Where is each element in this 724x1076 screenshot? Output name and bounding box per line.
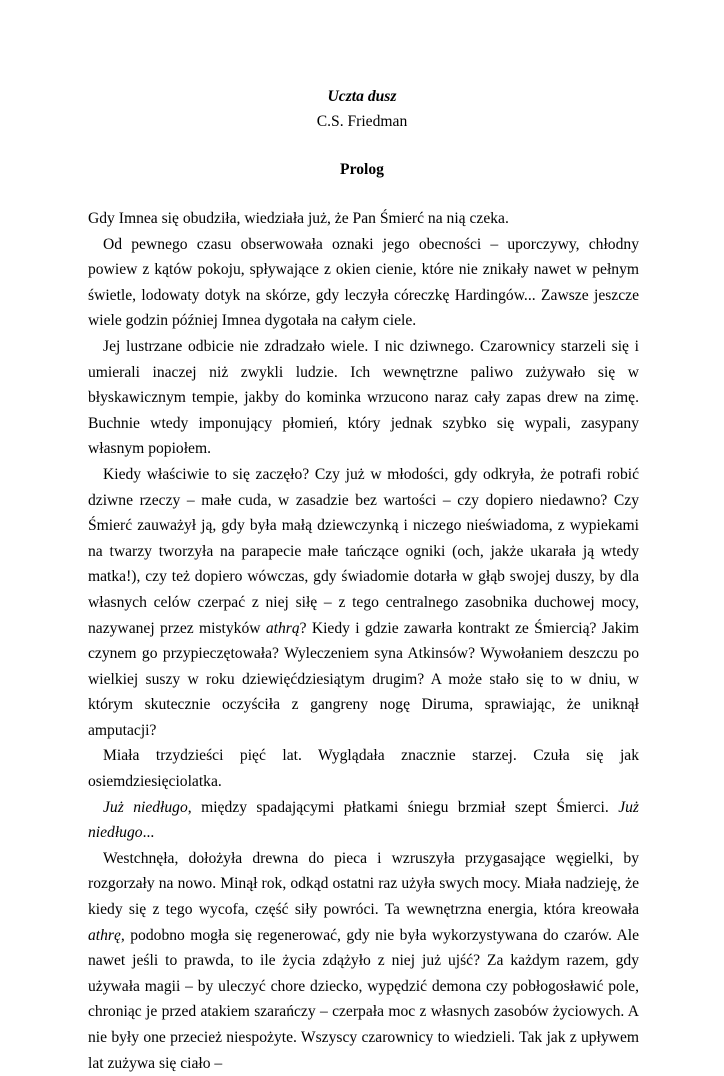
paragraph (88, 206, 639, 232)
text-run: Kiedy właściwie to się zaczęło? Czy już w młodości, gdy odkryła, że potrafi robić dziwne rzeczy – małe cuda, w zasadzie bez wartości – czy dopiero niedawno? Czy Śmierć zauważył ją, gdy była małą dziewczynką i niczego nieświadoma, z wypiekami na twarzy tworzyła na parapecie małe tańczące ogniki (och, jakże ukarała ją wtedy matka!), czy też dopiero wówczas, gdy świadomie dotarła w głąb swojej duszy, by dla własnych celów czerpać z niej siłę – z tego centralnego zasobnika duchowej mocy, nazywanej przez mistyków (88, 465, 639, 637)
text-run: Miała trzydzieści pięć lat. Wyglądała znacznie starzej. Czuła się jak osiemdziesięciolatka. (88, 747, 639, 791)
paragraph (88, 232, 639, 334)
italic-phrase: Już niedługo (103, 798, 188, 816)
body-text (88, 206, 639, 1076)
section-heading: Prolog (340, 161, 384, 178)
paragraph (88, 795, 639, 846)
book-title: Uczta dusz (327, 88, 397, 105)
text-run: ? Kiedy i gdzie zawarła kontrakt ze Śmiercią? Jakim czynem go przypieczętowała? Wyleczeniem syna Atkinsów? Wywołaniem deszczu po wielkiej suszy w roku dziewięćdziesiątym drugim? A może stało się to w dniu, w którym skutecznie oczyściła z gangreny nogę Diruma, sprawiając, że uniknął amputacji? (88, 619, 639, 739)
italic-term: athrę, (88, 926, 125, 944)
paragraph (88, 334, 639, 462)
text-run: Od pewnego czasu obserwowała oznaki jego obecności – uporczywy, chłodny powiew z kątów pokoju, spływające z okien cienie, które nie znikały nawet w pełnym świetle, lodowaty dotyk na skórze, gdy leczyła córeczkę Hardingów... Zawsze jeszcze wiele godzin później Imnea dygotała na całym ciele. (88, 235, 639, 330)
italic-term: athrą (265, 619, 300, 637)
text-run: ... (142, 824, 155, 842)
italic-phrase: Już niedługo (88, 798, 639, 842)
text-run: podobno mogła się regenerować, gdy nie była wykorzystywana do czarów. Ale nawet jeśli to prawda, to ile życia zdążyło z niej już ujść? Za każdym razem, gdy używała magii – by uleczyć chore dziecko, wypędzić demona czy pobłogosławić pole, chroniąc je przed atakiem szarańczy – czerpała moc z własnych zasobów życiowych. A nie były one przecież niespożyte. Wszyscy czarownicy to wiedzieli. Tak jak z upływem lat zużywa się ciało – (88, 926, 639, 1072)
paragraph (88, 743, 639, 794)
text-run: Jej lustrzane odbicie nie zdradzało wiele. I nic dziwnego. Czarownicy starzeli się i umierali inaczej niż zwykli ludzie. Ich wewnętrzne paliwo zużywało się w błyskawicznym tempie, jakby do kominka wrzucono naraz cały zapas drew na zimę. Buchnie wtedy imponujący płomień, który jednak szybko się wypali, zasypany własnym popiołem. (88, 337, 639, 458)
text-run: Gdy Imnea się obudziła, wiedziała już, że Pan Śmierć na nią czeka. (88, 210, 509, 227)
author-name: C.S. Friedman (316, 113, 408, 130)
text-run: Westchnęła, dołożyła drewna do pieca i wzruszyła przygasające węgielki, by rozgorzały na nowo. Minął rok, odkąd ostatni raz użyła swych mocy. Miała nadzieję, że kiedy się z tego wycofa, część siły powróci. Ta wewnętrzna energia, która kreowała (88, 849, 639, 919)
text-run: , między spadającymi płatkami śniegu brzmiał szept Śmierci. (187, 798, 619, 816)
paragraph (88, 846, 639, 1076)
paragraph (88, 462, 639, 744)
